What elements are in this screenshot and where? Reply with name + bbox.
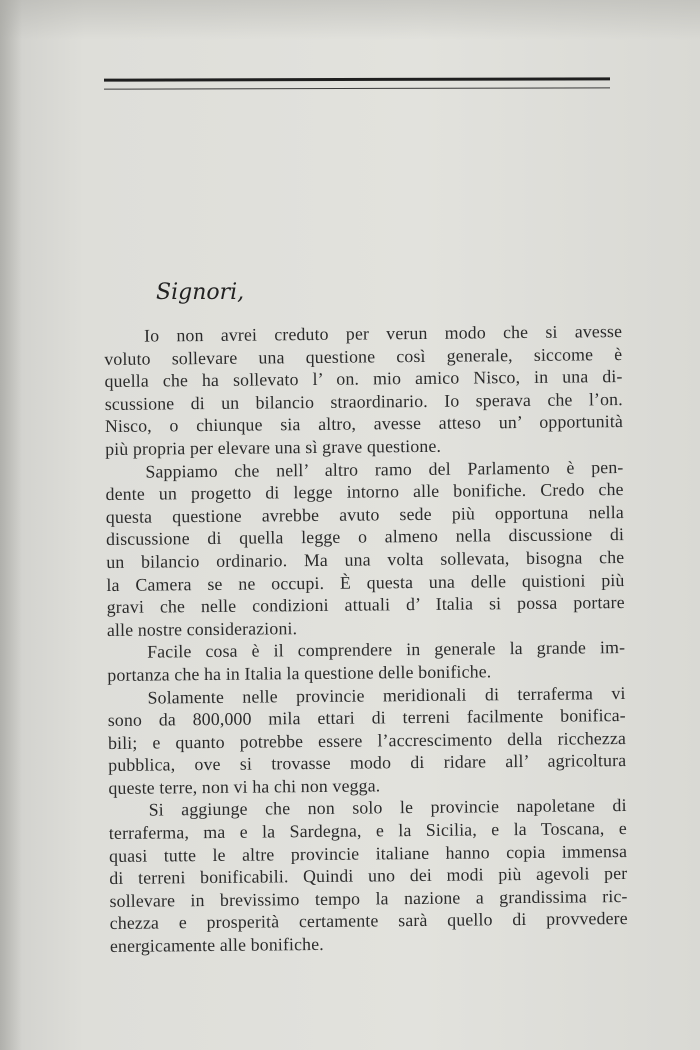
text-line: Sappiamo che nell’ altro ramo del Parlamento è pen- [145,456,624,482]
text-line: gravi che nelle condizioni attuali d’ Italia si possa portare [106,592,625,618]
text-line: di terreni bonificabili. Quindi uno dei modi più agevoli per [109,863,628,889]
paragraph [105,456,625,642]
text-line: sono da 800,000 mila ettari di terreni facilmente bonifica- [107,705,626,731]
text-line: Io non avrei creduto per verun modo che si avesse [144,321,623,346]
paragraph [104,320,623,461]
text-line: scussione di un bilancio straordinario. Io sperava che l’on. [104,388,623,414]
text-line: Solamente nelle provincie meridionali di terraferma vi [147,682,626,708]
page-gutter-shadow [0,0,22,1050]
text-line: portanza che ha in Italia la questione delle bonifiche. [107,661,492,685]
text-line: Nisco, o chiunque sia altro, avesse atteso un’ opportunità [104,411,624,437]
text-line: questa questione avrebbe avuto sede più opportuna nella [105,501,624,527]
speech-body [104,320,628,958]
text-line: quasi tutte le altre provincie italiane hanno copia immensa [108,840,628,866]
text-line: voluto sollevare una questione così generale, siccome è [104,343,623,369]
text-line: discussione di quella legge o almeno nella discussione di [105,524,625,550]
text-line: Facile cosa è il comprendere in generale la grande im- [147,637,626,662]
text-line: alle nostre considerazioni. [106,617,298,640]
text-line: sollevare in brevissimo tempo la nazione a grandissima ric- [109,885,628,911]
salutation-heading: Signori, [156,280,245,305]
text-line: terraferma, ma e la Sardegna, e la Sicilia, e la Toscana, e [108,818,627,844]
text-line: la Camera se ne occupi. È questa una delle quistioni più [106,569,625,595]
text-line: bili; e quanto potrebbe essere l’accrescimento della ricchezza [107,727,627,753]
text-line: dente un progetto di legge intorno alle bonifiche. Credo che [105,479,624,505]
text-line: queste terre, non vi ha chi non vegga. [108,775,381,798]
text-line: pubblica, ove si trovasse modo di ridare all’ agricoltura [108,750,627,776]
page-top-shadow [0,0,700,40]
paragraph [107,682,626,800]
text-line: più propria per elevare una sì grave questione. [105,435,442,459]
text-line: chezza e prosperità certamente sarà quello di provvedere [109,908,628,934]
text-line: energicamente alle bonifiche. [109,933,324,957]
text-line: Si aggiunge che non solo le provincie napoletane di [148,795,627,821]
header-rule-thick [104,77,610,81]
text-line: un bilancio ordinario. Ma una volta sollevata, bisogna che [106,546,625,572]
header-rule-thin [104,87,610,89]
paragraph [107,636,625,686]
text-line: quella che ha sollevato l’ on. mio amico Nisco, in una di- [104,366,623,392]
paragraph [109,794,628,957]
